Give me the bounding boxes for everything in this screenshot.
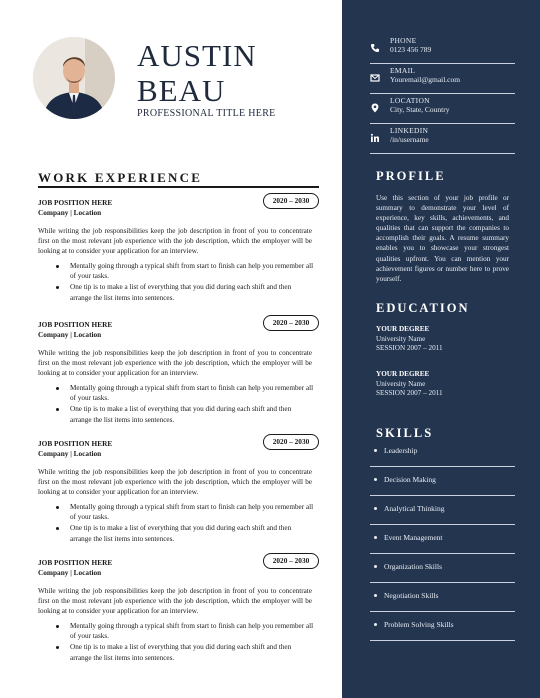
job-company: Company | Location <box>38 449 102 458</box>
full-name <box>137 38 257 108</box>
job-bullet: One tip is to make a list of everything that you did during each shift and then arrange the list items into sentences. <box>56 404 314 424</box>
contact-label: LINKEDIN <box>390 126 429 135</box>
job-entry <box>38 193 319 305</box>
first-name: AUSTIN <box>137 38 257 73</box>
bullet-icon <box>374 536 377 539</box>
skills-heading: SKILLS <box>376 426 434 440</box>
job-entry <box>38 315 319 427</box>
skill-label: Event Management <box>384 533 443 542</box>
job-company: Company | Location <box>38 208 102 217</box>
contact-label: PHONE <box>390 36 417 45</box>
work-experience-heading: WORK EXPERIENCE <box>38 170 203 185</box>
bullet-icon <box>374 623 377 626</box>
job-dates-badge: 2020 – 2030 <box>263 193 319 209</box>
job-position: JOB POSITION HERE <box>38 439 113 448</box>
bullet-icon <box>374 594 377 597</box>
last-name: BEAU <box>137 73 226 108</box>
job-entry <box>38 553 319 665</box>
contact-value: /in/username <box>390 135 429 144</box>
school-name: University Name <box>376 379 426 388</box>
session-dates: SESSION 2007 – 2011 <box>376 344 443 353</box>
job-company: Company | Location <box>38 568 102 577</box>
profile-summary: Use this section of your job profile or summary to demonstrate your level of experience, key skills, achievements, and qualities that can support the companies to accomplish their goals. A resume summary enables you to showcase your strongest qualities upfront. You can mention your achievement figures or number here to prove yourself. <box>376 194 509 283</box>
skill-item <box>370 583 515 612</box>
contact-label: EMAIL <box>390 66 416 75</box>
contact-value: Youremail@gmail.com <box>390 75 461 84</box>
school-name: University Name <box>376 334 426 343</box>
education-item <box>376 325 443 354</box>
profile-heading: PROFILE <box>376 169 446 183</box>
phone-icon <box>370 43 380 53</box>
skill-item <box>370 496 515 525</box>
skill-label: Leadership <box>384 446 418 455</box>
skill-item <box>370 554 515 583</box>
job-company: Company | Location <box>38 330 102 339</box>
education-item <box>376 370 443 399</box>
job-entry <box>38 434 319 546</box>
skill-item <box>370 525 515 554</box>
job-bullet: Mentally going through a typical shift from start to finish can help you remember all of your tasks. <box>56 383 314 403</box>
job-dates-badge: 2020 – 2030 <box>263 553 319 569</box>
job-bullets <box>56 502 314 545</box>
job-dates-badge: 2020 – 2030 <box>263 315 319 331</box>
professional-title: PROFESSIONAL TITLE HERE <box>137 108 276 119</box>
email-icon <box>370 73 380 83</box>
job-bullet: One tip is to make a list of everything that you did during each shift and then arrange the list items into sentences. <box>56 642 314 662</box>
skill-label: Problem Solving Skills <box>384 620 454 629</box>
job-bullets <box>56 621 314 664</box>
job-position: JOB POSITION HERE <box>38 198 113 207</box>
bullet-icon <box>374 449 377 452</box>
contact-phone <box>370 36 515 64</box>
contact-label: LOCATION <box>390 96 430 105</box>
contact-value: 0123 456 789 <box>390 45 432 54</box>
profile-photo <box>33 37 115 119</box>
skill-label: Organization Skills <box>384 562 442 571</box>
bullet-icon <box>374 478 377 481</box>
contact-location <box>370 96 515 124</box>
skill-item <box>370 438 515 467</box>
job-bullet: One tip is to make a list of everything that you did during each shift and then arrange the list items into sentences. <box>56 282 314 302</box>
job-bullets <box>56 261 314 304</box>
job-description: While writing the job responsibilities keep the job description in front of you to concentrate first on the most relevant job experience with the job description, which the employer will be looking at to consider your application for an interview. <box>38 349 312 378</box>
location-icon <box>370 103 380 113</box>
skill-label: Analytical Thinking <box>384 504 445 513</box>
job-bullet: Mentally going through a typical shift from start to finish can help you remember all of your tasks. <box>56 502 314 522</box>
contact-value: City, State, Country <box>390 105 450 114</box>
job-bullet: Mentally going through a typical shift from start to finish can help you remember all of your tasks. <box>56 261 314 281</box>
skill-label: Decision Making <box>384 475 436 484</box>
bullet-icon <box>374 507 377 510</box>
job-position: JOB POSITION HERE <box>38 558 113 567</box>
bullet-icon <box>374 565 377 568</box>
session-dates: SESSION 2007 – 2011 <box>376 389 443 398</box>
job-dates-badge: 2020 – 2030 <box>263 434 319 450</box>
job-description: While writing the job responsibilities keep the job description in front of you to concentrate first on the most relevant job experience with the job description, which the employer will be looking at to consider your application for an interview. <box>38 587 312 616</box>
contact-linkedin <box>370 126 515 154</box>
job-bullet: Mentally going through a typical shift from start to finish can help you remember all of your tasks. <box>56 621 314 641</box>
job-description: While writing the job responsibilities keep the job description in front of you to concentrate first on the most relevant job experience with the job description, which the employer will be looking at to consider your application for an interview. <box>38 468 312 497</box>
job-description: While writing the job responsibilities keep the job description in front of you to concentrate first on the most relevant job experience with the job description, which the employer will be looking at to consider your application for an interview. <box>38 227 312 256</box>
linkedin-icon <box>370 133 380 143</box>
degree: YOUR DEGREE <box>376 370 430 378</box>
divider <box>38 186 319 188</box>
job-bullet: One tip is to make a list of everything that you did during each shift and then arrange the list items into sentences. <box>56 523 314 543</box>
contact-email <box>370 66 515 94</box>
skill-item <box>370 612 515 641</box>
job-bullets <box>56 383 314 426</box>
degree: YOUR DEGREE <box>376 325 430 333</box>
job-position: JOB POSITION HERE <box>38 320 113 329</box>
education-heading: EDUCATION <box>376 301 470 315</box>
skill-item <box>370 467 515 496</box>
skill-label: Negotiation Skills <box>384 591 439 600</box>
